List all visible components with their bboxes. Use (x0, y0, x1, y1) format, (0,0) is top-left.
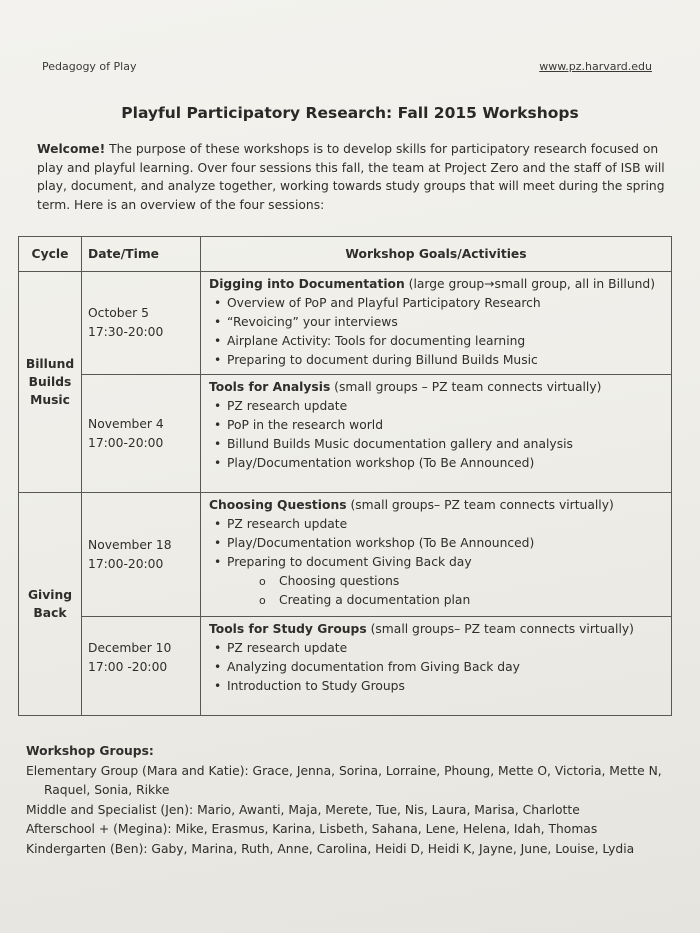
sub-list-item: o Creating a documentation plan (279, 591, 665, 610)
session-heading: Tools for Analysis (209, 380, 331, 394)
list-item: • Overview of PoP and Playful Participatory Research (227, 294, 665, 313)
list-item: • Play/Documentation workshop (To Be Announced) (227, 454, 665, 473)
list-item: • “Revoicing” your interviews (227, 313, 665, 332)
session-items (209, 294, 665, 370)
workshop-groups (26, 742, 676, 859)
goals-cell (201, 617, 672, 716)
table-row (19, 375, 672, 493)
session-heading-note: (small groups – PZ team connects virtually) (330, 380, 602, 394)
date-cell (82, 375, 201, 493)
list-item: • Preparing to document Giving Back day (227, 553, 665, 572)
header-goals: Workshop Goals/Activities (201, 237, 672, 272)
list-item: • PoP in the research world (227, 416, 665, 435)
list-item: • Preparing to document during Billund Builds Music (227, 351, 665, 370)
session-heading-line (209, 496, 665, 515)
cycle-cell (19, 493, 82, 716)
session-items (209, 397, 665, 473)
schedule-table (18, 236, 672, 716)
intro-paragraph (37, 140, 665, 214)
group-line: Middle and Specialist (Jen): Mario, Awanti, Maja, Merete, Tue, Nis, Laura, Marisa, Charlotte (26, 802, 580, 817)
group-line: Elementary Group (Mara and Katie): Grace, Jenna, Sorina, Lorraine, Phoung, Mette O, Victoria, Mette N, Raquel, Sonia, Rikke (26, 763, 662, 797)
session-heading-line (209, 378, 665, 397)
goals-cell (201, 375, 672, 493)
session-heading-note: (large group→small group, all in Billund) (404, 277, 656, 291)
list-item: • Billund Builds Music documentation gallery and analysis (227, 435, 665, 454)
session-heading: Tools for Study Groups (209, 622, 367, 636)
cycle-label: Billund Builds Music (25, 356, 75, 407)
session-heading-line (209, 275, 665, 294)
goals-cell (201, 493, 672, 617)
session-date: November 18 (88, 537, 172, 552)
date-cell (82, 617, 201, 716)
table-row (19, 493, 672, 617)
header-website-link[interactable]: www.pz.harvard.edu (539, 60, 652, 73)
session-heading: Digging into Documentation (209, 277, 405, 291)
header-date-time: Date/Time (82, 237, 201, 272)
intro-text: The purpose of these workshops is to develop skills for participatory research focused on play and playful learning. Over four sessions this fall, the team at Project Zero and the staff of ISB will play, document, and analyze together, working towards study groups that will meet during the spring term. Here is an overview of the four sessions: (37, 142, 665, 212)
cycle-label: Giving Back (27, 587, 73, 620)
session-heading-note: (small groups– PZ team connects virtually) (366, 622, 634, 636)
session-items (209, 639, 665, 696)
session-time: 17:00 -20:00 (88, 660, 168, 674)
session-items (209, 515, 665, 572)
list-item: • PZ research update (227, 639, 665, 658)
session-heading: Choosing Questions (209, 498, 347, 512)
date-cell (82, 272, 201, 375)
session-date: December 10 (88, 641, 172, 655)
list-item: • Airplane Activity: Tools for documenting learning (227, 332, 665, 351)
table-row (19, 272, 672, 375)
session-date: October 5 (88, 306, 149, 320)
list-item: • Analyzing documentation from Giving Back day (227, 658, 665, 677)
session-time: 17:00-20:00 (88, 556, 164, 571)
session-time: 17:00-20:00 (88, 435, 164, 450)
page-title: Playful Participatory Research: Fall 2015 Workshops (121, 104, 579, 122)
cycle-cell (19, 272, 82, 493)
table-header-row (19, 237, 672, 272)
header-program-name: Pedagogy of Play (42, 60, 137, 73)
session-time: 17:30-20:00 (88, 325, 164, 339)
session-subitems (209, 572, 665, 610)
list-item: • PZ research update (227, 515, 665, 534)
groups-title: Workshop Groups: (26, 744, 154, 758)
table-row (19, 617, 672, 716)
goals-cell (201, 272, 672, 375)
intro-lead: Welcome! (37, 142, 106, 156)
sub-list-item: o Choosing questions (279, 572, 665, 591)
header-cycle: Cycle (19, 237, 82, 272)
session-heading-note: (small groups– PZ team connects virtually) (346, 498, 614, 512)
session-date: November 4 (88, 416, 164, 431)
list-item: • Introduction to Study Groups (227, 677, 665, 696)
date-cell (82, 493, 201, 617)
list-item: • PZ research update (227, 397, 665, 416)
group-line: Kindergarten (Ben): Gaby, Marina, Ruth, Anne, Carolina, Heidi D, Heidi K, Jayne, June, Louise, Lydia (26, 841, 635, 856)
list-item: • Play/Documentation workshop (To Be Announced) (227, 534, 665, 553)
group-line: Afterschool + (Megina): Mike, Erasmus, Karina, Lisbeth, Sahana, Lene, Helena, Idah, Thomas (26, 822, 598, 836)
session-heading-line (209, 620, 665, 639)
